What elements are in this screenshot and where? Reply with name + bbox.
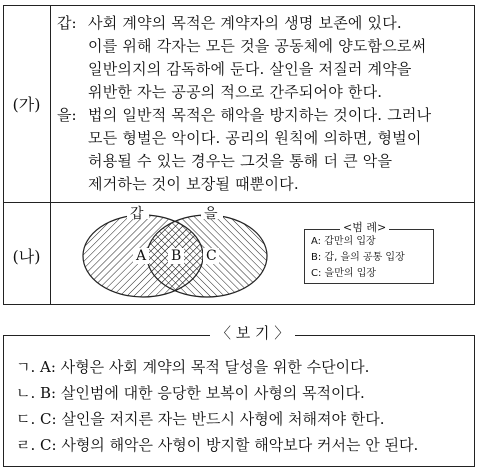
bogi-item-rieul: ㄹ. C: 사형의 해악은 사형이 방지할 해악보다 커서는 안 된다. (16, 436, 419, 454)
gap-line: 이를 위해 각자는 모든 것을 공동체에 양도함으로써 (88, 37, 427, 55)
venn-label-gap: 갑 (130, 206, 144, 222)
venn-region-a: A (136, 248, 147, 264)
gap-line: 위반한 자는 공공의 적으로 간주되어야 한다. (88, 83, 383, 101)
venn-region-c: C (206, 248, 217, 264)
eul-line: 모든 형벌은 악이다. 공리의 원칙에 의하면, 형벌이 (88, 129, 422, 147)
row-label-ga: (가) (12, 95, 41, 114)
eul-line: 제거하는 것이 보장될 때뿐이다. (88, 175, 299, 193)
legend-item: B: 갑, 을의 공통 입장 (311, 252, 405, 263)
legend-title: <범 례> (340, 219, 389, 235)
legend-item: C: 을만의 입장 (311, 268, 377, 279)
legend-item: A: 갑만의 입장 (311, 236, 376, 247)
eul-line: 허용될 수 있는 경우는 그것을 통해 더 큰 악을 (88, 152, 393, 170)
table-row-divider (3, 202, 475, 203)
eul-line: 법의 일반적 목적은 해악을 방지하는 것이다. 그러나 (88, 106, 432, 124)
bogi-item-nieun: ㄴ. B: 살인범에 대한 응당한 보복이 사형의 목적이다. (16, 384, 365, 402)
speaker-eul: 을: (57, 106, 77, 124)
bogi-item-digeut: ㄷ. C: 살인을 저지른 자는 반드시 사형에 처해져야 한다. (16, 410, 385, 428)
table-column-divider (50, 5, 51, 305)
gap-line: 사회 계약의 목적은 계약자의 생명 보존에 있다. (88, 14, 402, 32)
venn-region-b: B (171, 248, 182, 264)
venn-label-eul: 을 (204, 206, 218, 222)
bogi-item-gieok: ㄱ. A: 사형은 사회 계약의 목적 달성을 위한 수단이다. (16, 358, 370, 376)
bogi-title: 〈 보 기 〉 (210, 322, 295, 343)
row-label-na: (나) (12, 247, 41, 266)
gap-line: 일반의지의 감독하에 둔다. 살인을 저질러 계약을 (88, 60, 412, 78)
speaker-gap: 갑: (57, 14, 77, 32)
